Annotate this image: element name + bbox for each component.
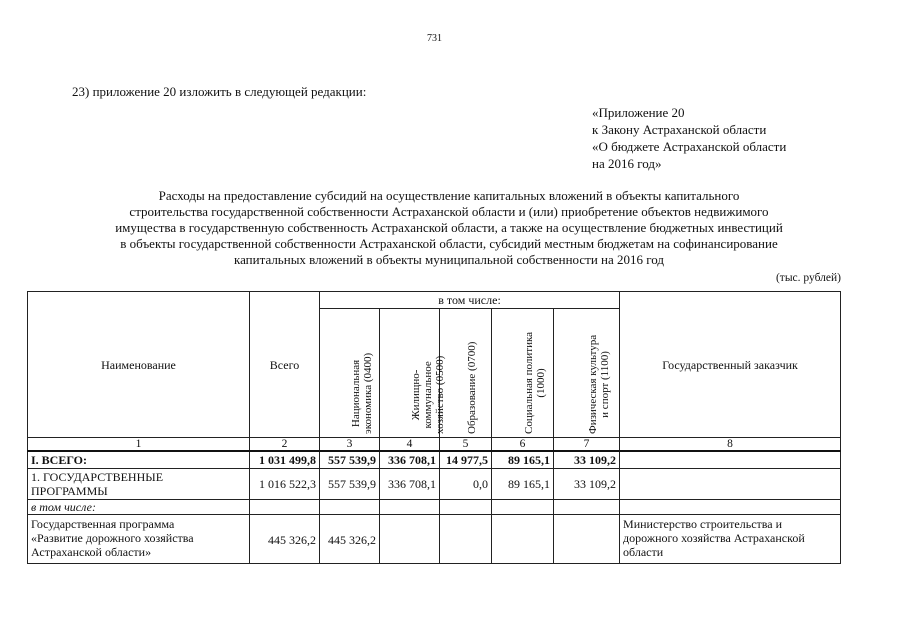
header-text: Социальная политика bbox=[522, 331, 535, 434]
cell-total: 445 326,2 bbox=[250, 515, 320, 564]
title-line: строительства государственной собственности Астраханской области и (или) приобретение объектов недвижимого bbox=[129, 204, 769, 219]
cell-social-policy: 89 165,1 bbox=[492, 451, 554, 469]
cell-total: 1 016 522,3 bbox=[250, 469, 320, 500]
table-row-road-program bbox=[28, 515, 841, 564]
header-social-policy bbox=[492, 309, 554, 438]
header-text: Жилищно- bbox=[409, 369, 422, 421]
empty-cell bbox=[620, 500, 841, 515]
column-number: 4 bbox=[380, 438, 440, 452]
row-name-line: «Развитие дорожного хозяйства bbox=[31, 531, 194, 545]
empty-cell bbox=[320, 500, 380, 515]
appendix-reference bbox=[592, 104, 786, 172]
cell-sport: 33 109,2 bbox=[554, 469, 620, 500]
appendix-line: «О бюджете Астраханской области bbox=[592, 139, 787, 154]
column-number: 5 bbox=[440, 438, 492, 452]
header-national-economy bbox=[320, 309, 380, 438]
row-name-line: Астраханской области» bbox=[31, 545, 152, 559]
header-total: Всего bbox=[250, 292, 320, 438]
cell-customer bbox=[620, 515, 841, 564]
row-name bbox=[28, 515, 250, 564]
row-name: в том числе: bbox=[28, 500, 250, 515]
title-line: имущества в государственную собственность Астраханской области, а также на осуществление бюджетных инвестиций bbox=[115, 220, 783, 235]
column-number: 8 bbox=[620, 438, 841, 452]
table-row-including bbox=[28, 500, 841, 515]
cell-sport: 33 109,2 bbox=[554, 451, 620, 469]
column-number: 2 bbox=[250, 438, 320, 452]
header-customer: Государственный заказчик bbox=[620, 292, 841, 438]
customer-line: области bbox=[623, 545, 664, 559]
cell-national-economy: 557 539,9 bbox=[320, 451, 380, 469]
title-line: Расходы на предоставление субсидий на осуществление капитальных вложений в объекты капитального bbox=[158, 188, 740, 203]
header-education bbox=[440, 309, 492, 438]
row-name-line: Государственная программа bbox=[31, 517, 175, 531]
title-line: в объекты государственной собственности Астраханской области, субсидий местным бюджетам на софинансирование bbox=[120, 236, 778, 251]
empty-cell bbox=[250, 500, 320, 515]
cell-total: 1 031 499,8 bbox=[250, 451, 320, 469]
column-number: 6 bbox=[492, 438, 554, 452]
header-including: в том числе: bbox=[320, 292, 620, 309]
header-housing bbox=[380, 309, 446, 438]
budget-table bbox=[27, 291, 841, 564]
page-number: 731 bbox=[427, 33, 442, 44]
row-name-line: 1. ГОСУДАРСТВЕННЫЕ bbox=[31, 470, 164, 484]
cell-sport bbox=[554, 515, 620, 564]
header-text: Физическая культура bbox=[586, 334, 599, 434]
column-number: 1 bbox=[28, 438, 250, 452]
empty-cell bbox=[380, 500, 440, 515]
empty-cell bbox=[492, 500, 554, 515]
column-number-row bbox=[28, 438, 841, 452]
cell-social-policy bbox=[492, 515, 554, 564]
appendix-line: на 2016 год» bbox=[592, 156, 662, 171]
column-number: 7 bbox=[554, 438, 620, 452]
row-name bbox=[28, 469, 250, 500]
appendix-line: к Закону Астраханской области bbox=[592, 122, 767, 137]
cell-housing: 336 708,1 bbox=[380, 451, 440, 469]
cell-customer bbox=[620, 469, 841, 500]
appendix-line: «Приложение 20 bbox=[592, 105, 685, 120]
document-title bbox=[30, 188, 868, 268]
customer-line: дорожного хозяйства Астраханской bbox=[623, 531, 805, 545]
header-text: (1000) bbox=[534, 368, 547, 398]
header-text: Национальная bbox=[349, 359, 362, 428]
header-sport bbox=[554, 309, 620, 438]
customer-line: Министерство строительства и bbox=[623, 517, 783, 531]
cell-social-policy: 89 165,1 bbox=[492, 469, 554, 500]
header-name: Наименование bbox=[28, 292, 250, 438]
header-text: хозяйство (0500) bbox=[433, 355, 446, 434]
header-text: Образование (0700) bbox=[465, 341, 478, 434]
cell-customer bbox=[620, 451, 841, 469]
units-label: (тыс. рублей) bbox=[775, 272, 841, 284]
row-name: I. ВСЕГО: bbox=[28, 451, 250, 469]
header-text: и спорт (1100) bbox=[598, 351, 611, 418]
header-row bbox=[28, 292, 841, 309]
empty-cell bbox=[554, 500, 620, 515]
cell-education: 0,0 bbox=[440, 469, 492, 500]
empty-cell bbox=[440, 500, 492, 515]
cell-housing: 336 708,1 bbox=[380, 469, 440, 500]
cell-housing bbox=[380, 515, 440, 564]
table-row-programs bbox=[28, 469, 841, 500]
cell-education: 14 977,5 bbox=[440, 451, 492, 469]
cell-education bbox=[440, 515, 492, 564]
table-row-total bbox=[28, 451, 841, 469]
amendment-intro: 23) приложение 20 изложить в следующей редакции: bbox=[72, 84, 367, 99]
title-line: капитальных вложений в объекты муниципальной собственности на 2016 год bbox=[233, 252, 665, 267]
header-text: коммунальное bbox=[421, 361, 434, 429]
row-name-line: ПРОГРАММЫ bbox=[31, 484, 108, 498]
cell-national-economy: 557 539,9 bbox=[320, 469, 380, 500]
column-number: 3 bbox=[320, 438, 380, 452]
header-text: экономика (0400) bbox=[361, 352, 374, 434]
cell-national-economy: 445 326,2 bbox=[320, 515, 380, 564]
